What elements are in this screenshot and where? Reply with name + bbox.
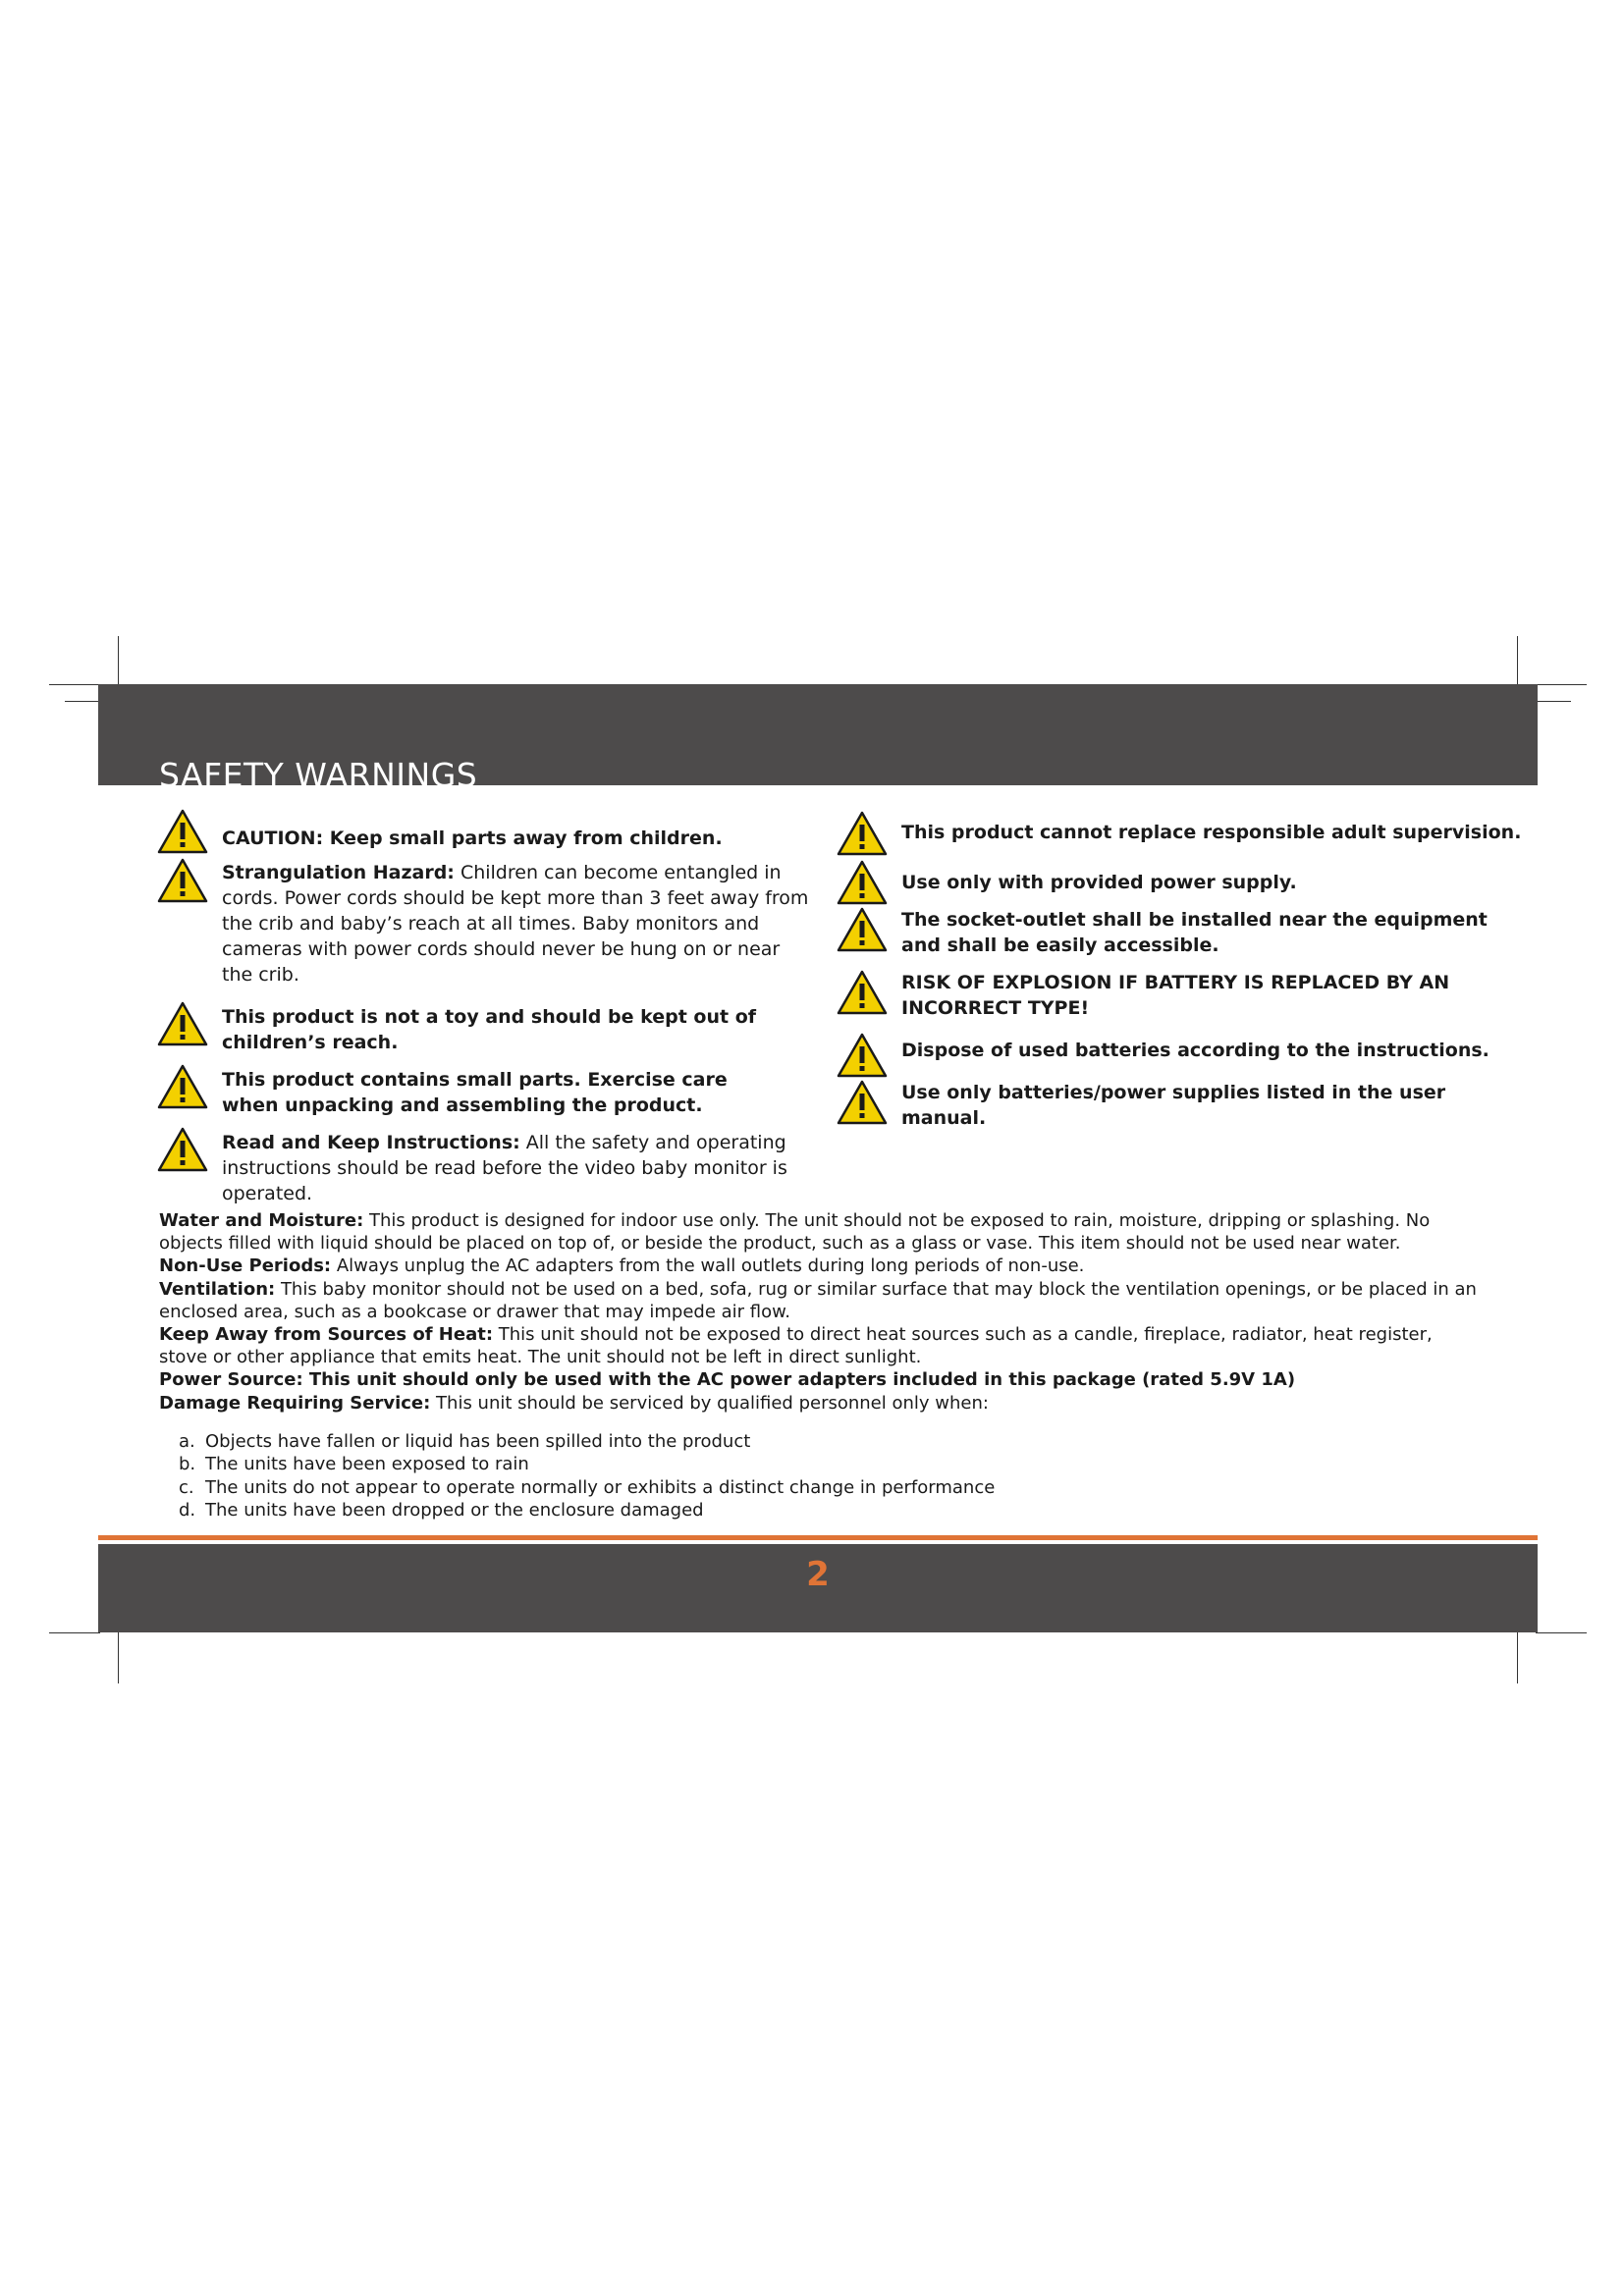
warning-dispose-batteries (837, 1033, 1524, 1078)
service-conditions-list (179, 1430, 1357, 1522)
warning-provided-power-supply (837, 860, 1524, 905)
warning-triangle-icon (157, 1127, 208, 1172)
warning-triangle-icon (157, 1064, 208, 1109)
warning-triangle-icon (837, 1033, 888, 1078)
warning-text: RISK OF EXPLOSION IF BATTERY IS REPLACED BY AN INCORRECT TYPE! (901, 972, 1450, 1019)
warning-text: Read and Keep Instructions: All the safety and operating instructions should be read before the video baby monitor is operated. (222, 1132, 787, 1204)
list-item: c. The units do not appear to operate normally or exhibits a distinct change in performance (179, 1476, 996, 1498)
warning-contains-small-parts (157, 1064, 825, 1118)
paragraph-ventilation: Ventilation: This baby monitor should not be used on a bed, sofa, rug or similar surface that may block the ventilation openings, or be placed in an enclosed area, such as a bookcase or drawer that may impede air flow. (159, 1278, 1477, 1322)
warning-triangle-icon (157, 858, 208, 903)
warning-text: This product is not a toy and should be kept out of children’s reach. (222, 1006, 757, 1053)
crop-mark (1536, 684, 1587, 685)
warning-read-keep-instructions (157, 1127, 825, 1206)
page-title: SAFETY WARNINGS (159, 756, 478, 794)
warning-adult-supervision (837, 811, 1524, 856)
header-band (98, 684, 1538, 794)
paragraph-sources-of-heat: Keep Away from Sources of Heat: This unit should not be exposed to direct heat sources such as a candle, fireplace, radiator, heat register, stove or other appliance that emits heat. The unit should not be left in direct sunlight. (159, 1324, 1433, 1368)
paragraph-water-moisture: Water and Moisture: This product is designed for indoor use only. The unit should not be exposed to rain, moisture, dripping or splashing. No objects filled with liquid should be placed on top of, or beside the product, such as a glass or vase. This item should not be used near water. (159, 1210, 1431, 1255)
warning-triangle-icon (837, 907, 888, 952)
warning-text: The socket-outlet shall be installed near the equipment and shall be easily accessible. (901, 909, 1488, 956)
crop-mark (1536, 701, 1571, 702)
warning-text: This product contains small parts. Exercise care when unpacking and assembling the product. (222, 1069, 728, 1116)
warning-not-a-toy (157, 1001, 825, 1055)
warning-text: Strangulation Hazard: Children can become entangled in cords. Power cords should be kept more than 3 feet away from the crib and baby’s reach at all times. Baby monitors and cameras with power cords should never be hung on or near the crib. (222, 862, 809, 986)
paragraph-damage-requiring-service: Damage Requiring Service: This unit should be serviced by qualified personnel only when: (159, 1392, 989, 1414)
warning-text: CAUTION: Keep small parts away from children. (222, 828, 723, 849)
warning-triangle-icon (837, 970, 888, 1015)
footer-accent-rule (98, 1535, 1538, 1540)
warning-triangle-icon (157, 1001, 208, 1046)
crop-mark (65, 701, 100, 702)
warning-listed-batteries (837, 1080, 1524, 1131)
warning-triangle-icon (157, 809, 208, 854)
warning-risk-of-explosion (837, 970, 1524, 1021)
safety-paragraphs (159, 1209, 1485, 1415)
paragraph-non-use-periods: Non-Use Periods: Always unplug the AC adapters from the wall outlets during long periods of non-use. (159, 1255, 1085, 1277)
warning-caution-small-parts (157, 809, 825, 854)
warning-text: This product cannot replace responsible adult supervision. (901, 822, 1522, 843)
crop-mark (1517, 1629, 1518, 1683)
list-item: d. The units have been dropped or the enclosure damaged (179, 1499, 704, 1521)
crop-mark (1517, 636, 1518, 690)
page-number: 2 (806, 1555, 830, 1594)
warning-text: Dispose of used batteries according to the instructions. (901, 1040, 1489, 1061)
crop-mark (118, 1629, 119, 1683)
warning-triangle-icon (837, 860, 888, 905)
paragraph-power-source: Power Source: This unit should only be used with the AC power adapters included in this package (rated 5.9V 1A) (159, 1369, 1296, 1391)
warning-triangle-icon (837, 811, 888, 856)
crop-mark (118, 636, 119, 690)
warning-text: Use only batteries/power supplies listed in the user manual. (901, 1082, 1446, 1129)
warning-triangle-icon (837, 1080, 888, 1125)
list-item: b. The units have been exposed to rain (179, 1454, 529, 1475)
crop-mark (1536, 1632, 1587, 1633)
crop-mark (49, 684, 100, 685)
warning-socket-outlet (837, 907, 1524, 958)
list-item: a. Objects have fallen or liquid has been spilled into the product (179, 1431, 751, 1452)
crop-mark (49, 1632, 100, 1633)
footer-band (98, 1544, 1538, 1632)
warning-strangulation-hazard (157, 858, 825, 988)
warning-text: Use only with provided power supply. (901, 872, 1297, 893)
